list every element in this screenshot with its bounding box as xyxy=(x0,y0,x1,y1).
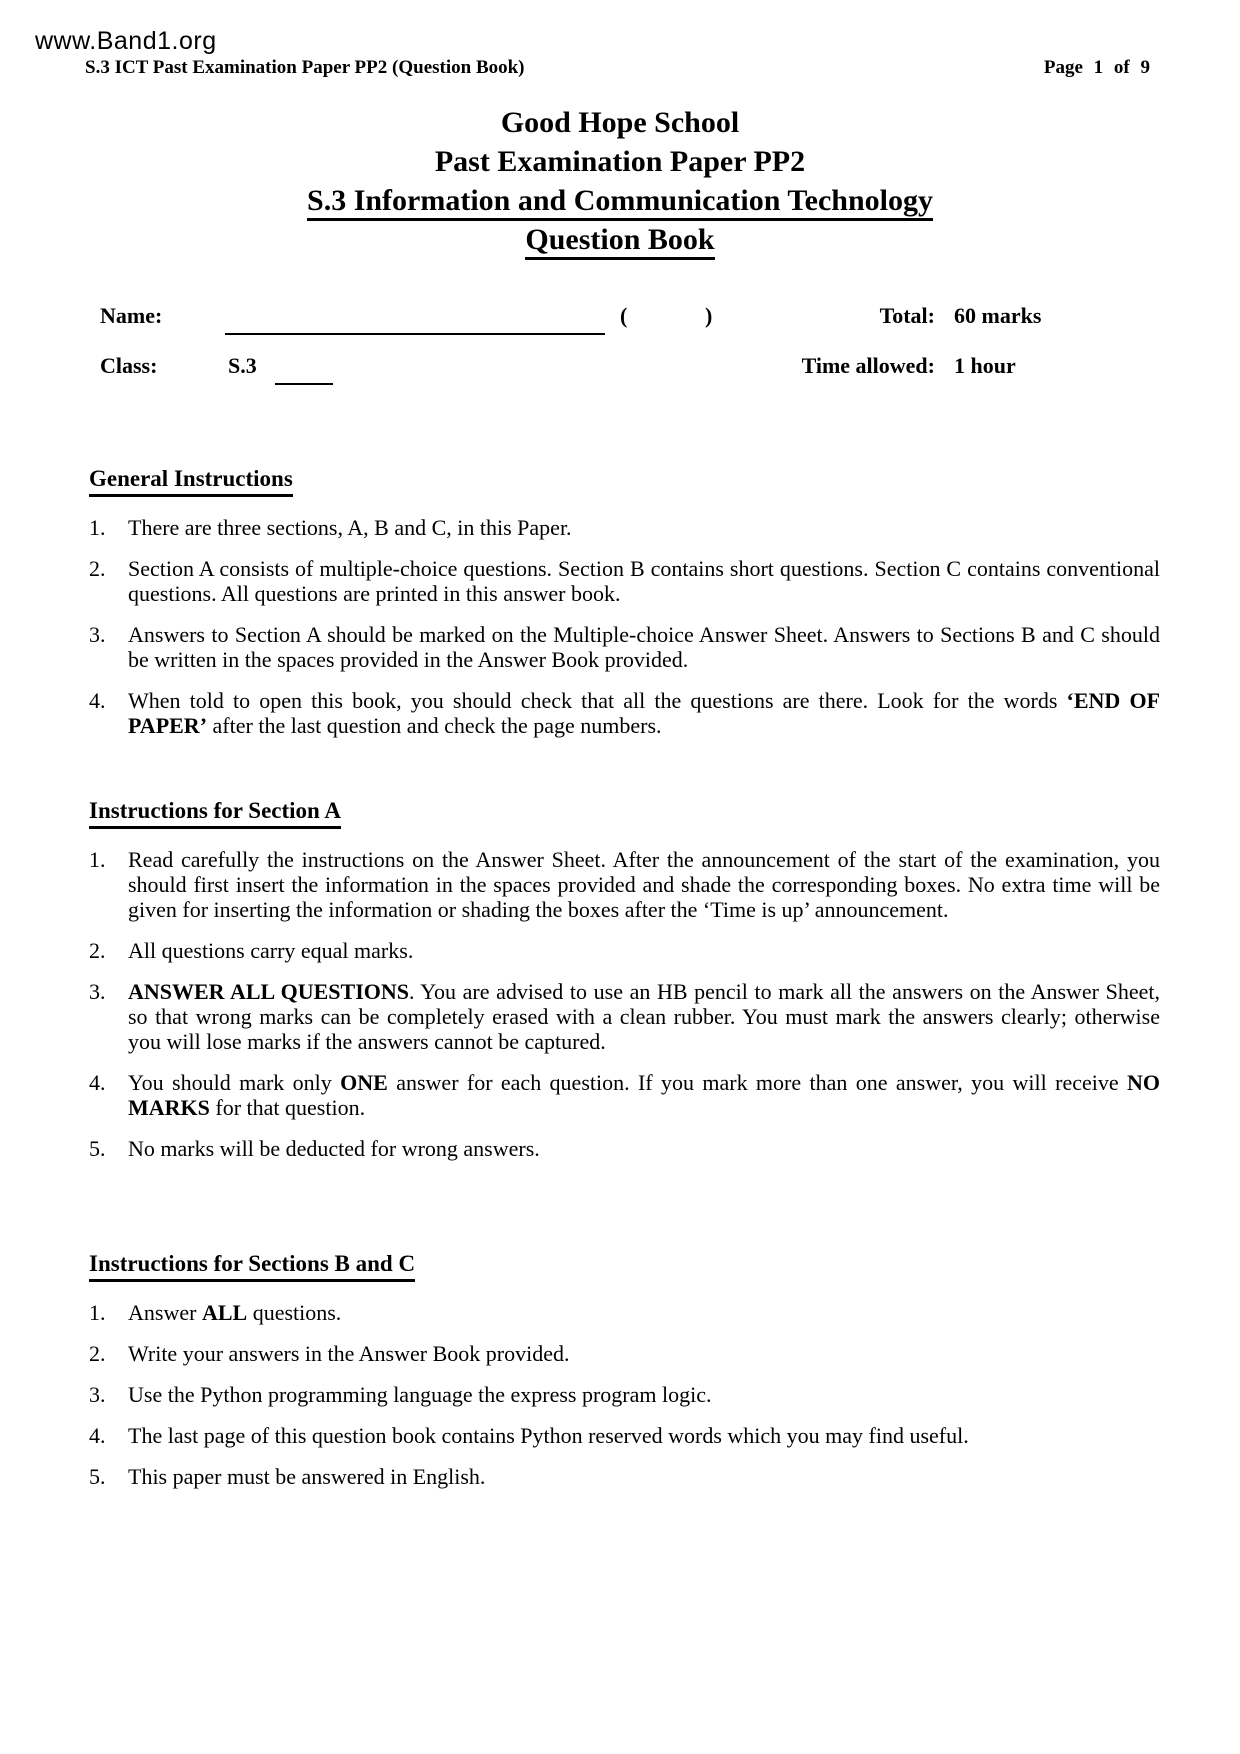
item-text: Section A consists of multiple-choice questions. Section B contains short questions. Section C contains conventional questions. All questions are printed in this answer book. xyxy=(128,556,1160,606)
item-text: All questions carry equal marks. xyxy=(128,938,414,963)
list-item xyxy=(89,1341,1160,1366)
total-label: Total: xyxy=(879,303,935,328)
item-number: 1. xyxy=(89,847,106,872)
item-number: 3. xyxy=(89,622,106,647)
item-text: Answer ALL questions. xyxy=(128,1300,342,1325)
item-number: 3. xyxy=(89,979,106,1004)
name-fill-line xyxy=(225,303,605,335)
list-item xyxy=(89,1136,1160,1161)
instruction-section xyxy=(89,1251,1160,1505)
item-number: 2. xyxy=(89,1341,106,1366)
item-number: 3. xyxy=(89,1382,106,1407)
item-text: Read carefully the instructions on the Answer Sheet. After the announcement of the start of the examination, you should first insert the information in the spaces provided and shade the corresponding boxes. No extra time will be given for inserting the information or shading the boxes after the ‘Time is up’ announcement. xyxy=(128,847,1160,922)
time-allowed-label: Time allowed: xyxy=(801,353,935,378)
class-fill-line xyxy=(275,353,333,385)
name-label: Name: xyxy=(100,303,163,328)
item-text: ANSWER ALL QUESTIONS. You are advised to use an HB pencil to mark all the answers on the Answer Sheet, so that wrong marks can be completely erased with a clean rubber. You must mark the answers clearly; otherwise you will lose marks if the answers cannot be captured. xyxy=(128,979,1160,1054)
list-item xyxy=(89,1382,1160,1407)
title-line: S.3 Information and Communication Technology xyxy=(0,181,1240,220)
class-number-paren-close: ) xyxy=(705,303,713,328)
list-item xyxy=(89,938,1160,963)
class-label: Class: xyxy=(100,353,158,378)
item-number: 2. xyxy=(89,938,106,963)
instruction-section xyxy=(89,466,1160,754)
list-item xyxy=(89,1423,1160,1448)
item-text: You should mark only ONE answer for each question. If you mark more than one answer, you will receive NO MARKS for that question. xyxy=(128,1070,1160,1120)
list-item xyxy=(89,1464,1160,1489)
instruction-list xyxy=(89,1300,1160,1489)
item-text: No marks will be deducted for wrong answers. xyxy=(128,1136,540,1161)
item-number: 5. xyxy=(89,1464,106,1489)
list-item xyxy=(89,1300,1160,1325)
item-text: There are three sections, A, B and C, in this Paper. xyxy=(128,515,572,540)
item-number: 5. xyxy=(89,1136,106,1161)
time-allowed-value: 1 hour xyxy=(954,353,1016,378)
list-item xyxy=(89,515,1160,540)
item-number: 4. xyxy=(89,1423,106,1448)
section-heading: Instructions for Section A xyxy=(89,798,341,829)
list-item xyxy=(89,556,1160,606)
item-text: Use the Python programming language the express program logic. xyxy=(128,1382,712,1407)
list-item xyxy=(89,622,1160,672)
item-number: 4. xyxy=(89,688,106,713)
instruction-section xyxy=(89,798,1160,1177)
item-number: 4. xyxy=(89,1070,106,1095)
section-heading: Instructions for Sections B and C xyxy=(89,1251,415,1282)
list-item xyxy=(89,847,1160,922)
page-number: Page 1 of 9 xyxy=(1043,57,1150,78)
item-text: Answers to Section A should be marked on the Multiple-choice Answer Sheet. Answers to Sections B and C should be written in the spaces provided in the Answer Book provided. xyxy=(128,622,1160,672)
list-item xyxy=(89,1070,1160,1120)
title-line: Question Book xyxy=(0,220,1240,259)
class-number-paren-open: ( xyxy=(620,303,628,328)
watermark: www.Band1.org xyxy=(35,27,217,55)
class-value: S.3 xyxy=(228,353,257,378)
item-number: 1. xyxy=(89,1300,106,1325)
item-text: The last page of this question book contains Python reserved words which you may find useful. xyxy=(128,1423,969,1448)
item-text: When told to open this book, you should check that all the questions are there. Look for the words ‘END OF PAPER’ after the last question and check the page numbers. xyxy=(128,688,1161,738)
title-line: Past Examination Paper PP2 xyxy=(434,145,806,178)
running-header-title: S.3 ICT Past Examination Paper PP2 (Question Book) xyxy=(85,57,525,78)
item-text: Write your answers in the Answer Book provided. xyxy=(128,1341,570,1366)
section-heading: General Instructions xyxy=(89,466,293,497)
list-item xyxy=(89,979,1160,1054)
instruction-list xyxy=(89,847,1160,1161)
instruction-list xyxy=(89,515,1160,738)
title-line: Good Hope School xyxy=(500,106,740,139)
total-value: 60 marks xyxy=(954,303,1042,328)
item-number: 1. xyxy=(89,515,106,540)
item-number: 2. xyxy=(89,556,106,581)
document-title-block xyxy=(0,103,1240,259)
list-item xyxy=(89,688,1160,738)
item-text: This paper must be answered in English. xyxy=(128,1464,486,1489)
